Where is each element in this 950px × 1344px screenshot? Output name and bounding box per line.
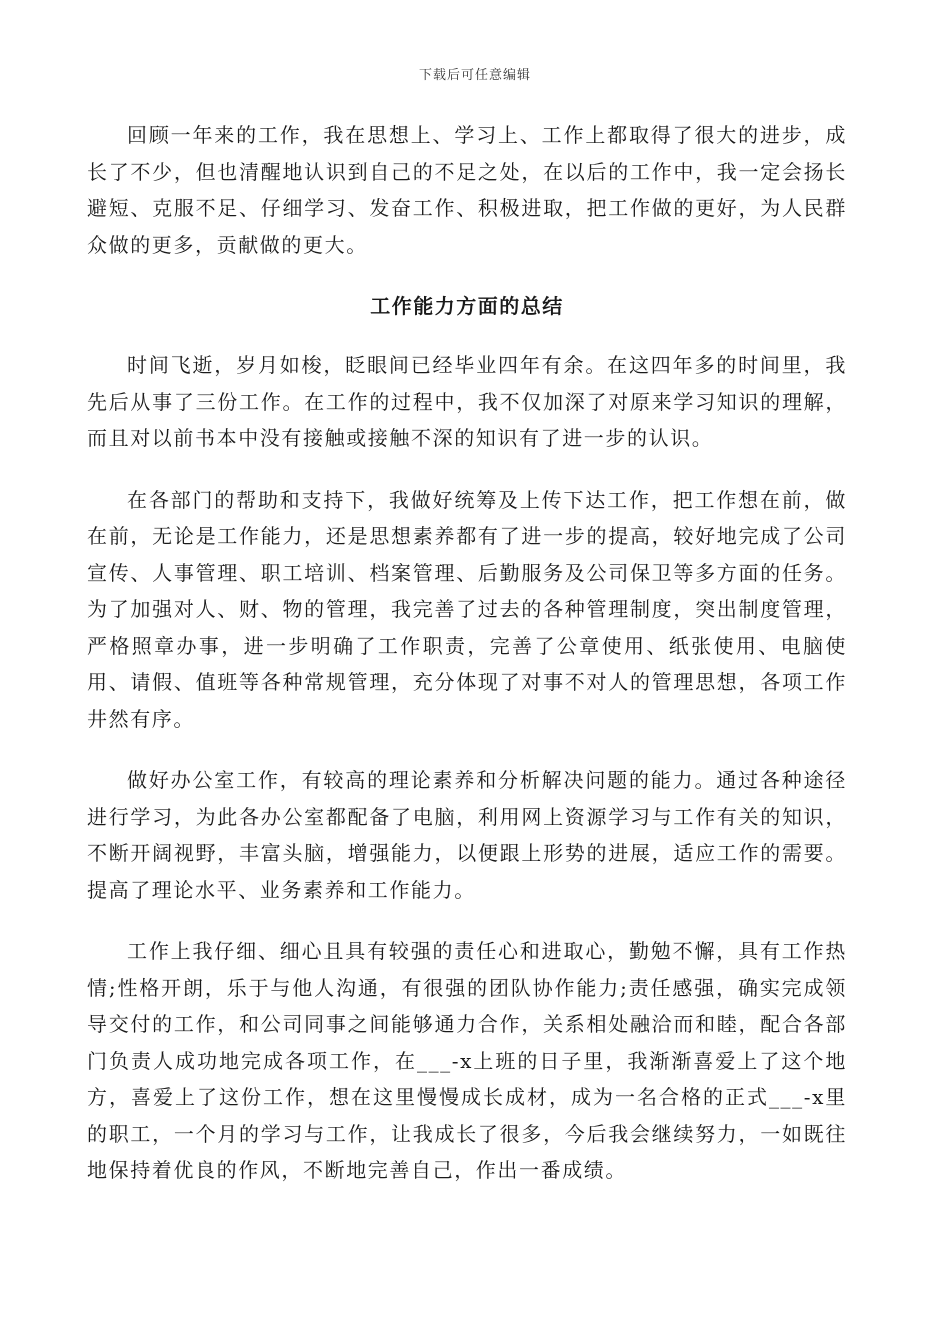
intro-paragraph: 回顾一年来的工作，我在思想上、学习上、工作上都取得了很大的进步，成长了不少，但也清醒地认识到自己的不足之处，在以后的工作中，我一定会扬长避短、克服不足、仔细学习、发奋工作、积极进取，把工作做的更好，为人民群众做的更多，贡献做的更大。 bbox=[87, 123, 847, 257]
header-note: 下载后可任意编辑 bbox=[418, 68, 531, 83]
body-paragraph-2: 在各部门的帮助和支持下，我做好统筹及上传下达工作，把工作想在前，做在前，无论是工作能力，还是思想素养都有了进一步的提高，较好地完成了公司宣传、人事管理、职工培训、档案管理、后勤服务及公司保卫等多方面的任务。为了加强对人、财、物的管理，我完善了过去的各种管理制度，突出制度管理，严格照章办事，进一步明确了工作职责，完善了公章使用、纸张使用、电脑使用、请假、值班等各种常规管理，充分体现了对事不对人的管理思想，各项工作井然有序。 bbox=[87, 487, 847, 731]
body-paragraph-1: 时间飞逝，岁月如梭，眨眼间已经毕业四年有余。在这四年多的时间里，我先后从事了三份工作。在工作的过程中，我不仅加深了对原来学习知识的理解，而且对以前书本中没有接触或接触不深的知识有了进一步的认识。 bbox=[87, 353, 847, 450]
body-paragraph-3: 做好办公室工作，有较高的理论素养和分析解决问题的能力。通过各种途径进行学习，为此各办公室都配备了电脑，利用网上资源学习与工作有关的知识，不断开阔视野，丰富头脑，增强能力，以便跟上形势的进展，适应工作的需要。提高了理论水平、业务素养和工作能力。 bbox=[87, 768, 847, 902]
body-paragraph-4: 工作上我仔细、细心且具有较强的责任心和进取心，勤勉不懈，具有工作热情;性格开朗，乐于与他人沟通，有很强的团队协作能力;责任感强，确实完成领导交付的工作，和公司同事之间能够通力合作，关系相处融洽而和睦，配合各部门负责人成功地完成各项工作，在___-x上班的日子里，我渐渐喜爱上了这个地方，喜爱上了这份工作，想在这里慢慢成长成材，成为一名合格的正式___-x里的职工，一个月的学习与工作，让我成长了很多，今后我会继续努力，一如既往地保持着优良的作风，不断地完善自己，作出一番成绩。 bbox=[87, 939, 847, 1182]
document-body bbox=[87, 117, 847, 1189]
section-title: 工作能力方面的总结 bbox=[370, 294, 564, 318]
